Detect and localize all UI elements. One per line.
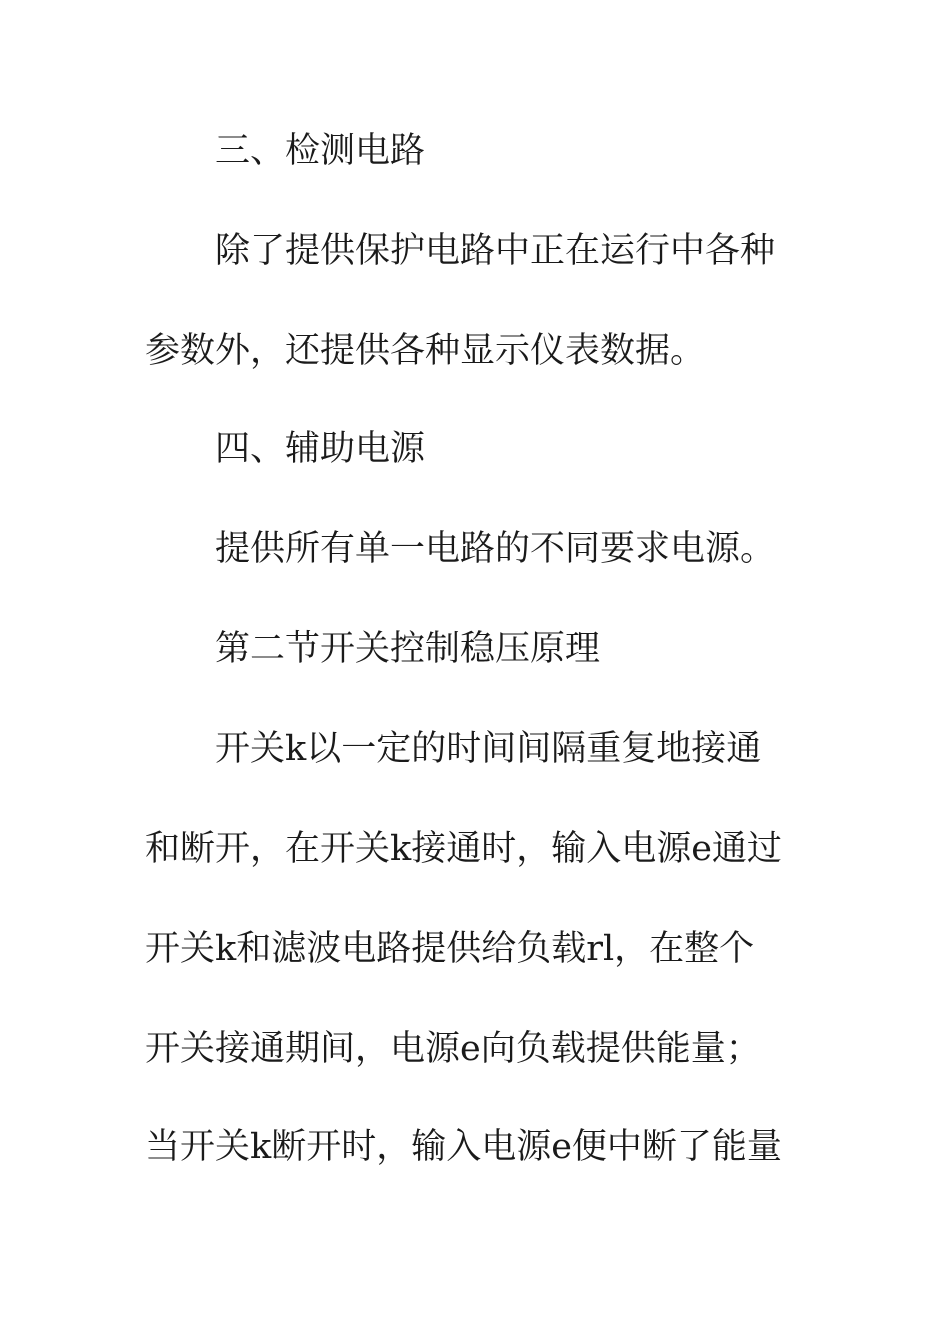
section-heading-switch-regulation: 第二节开关控制稳压原理 — [215, 629, 601, 669]
paragraph-line: 和断开，在开关k接通时，输入电源e通过 — [145, 829, 782, 869]
paragraph-line: 除了提供保护电路中正在运行中各种 — [215, 231, 776, 271]
paragraph-line: 当开关k断开时，输入电源e便中断了能量 — [145, 1127, 782, 1167]
paragraph-line: 开关k以一定的时间间隔重复地接通 — [215, 729, 762, 769]
section-heading-detection-circuit: 三、检测电路 — [215, 131, 426, 171]
section-heading-auxiliary-power: 四、辅助电源 — [215, 429, 426, 469]
paragraph-line: 开关k和滤波电路提供给负载rl，在整个 — [145, 929, 755, 969]
paragraph-line: 参数外，还提供各种显示仪表数据。 — [145, 331, 706, 371]
paragraph-line: 开关接通期间，电源e向负载提供能量； — [145, 1029, 761, 1069]
paragraph-line: 提供所有单一电路的不同要求电源。 — [215, 529, 776, 569]
